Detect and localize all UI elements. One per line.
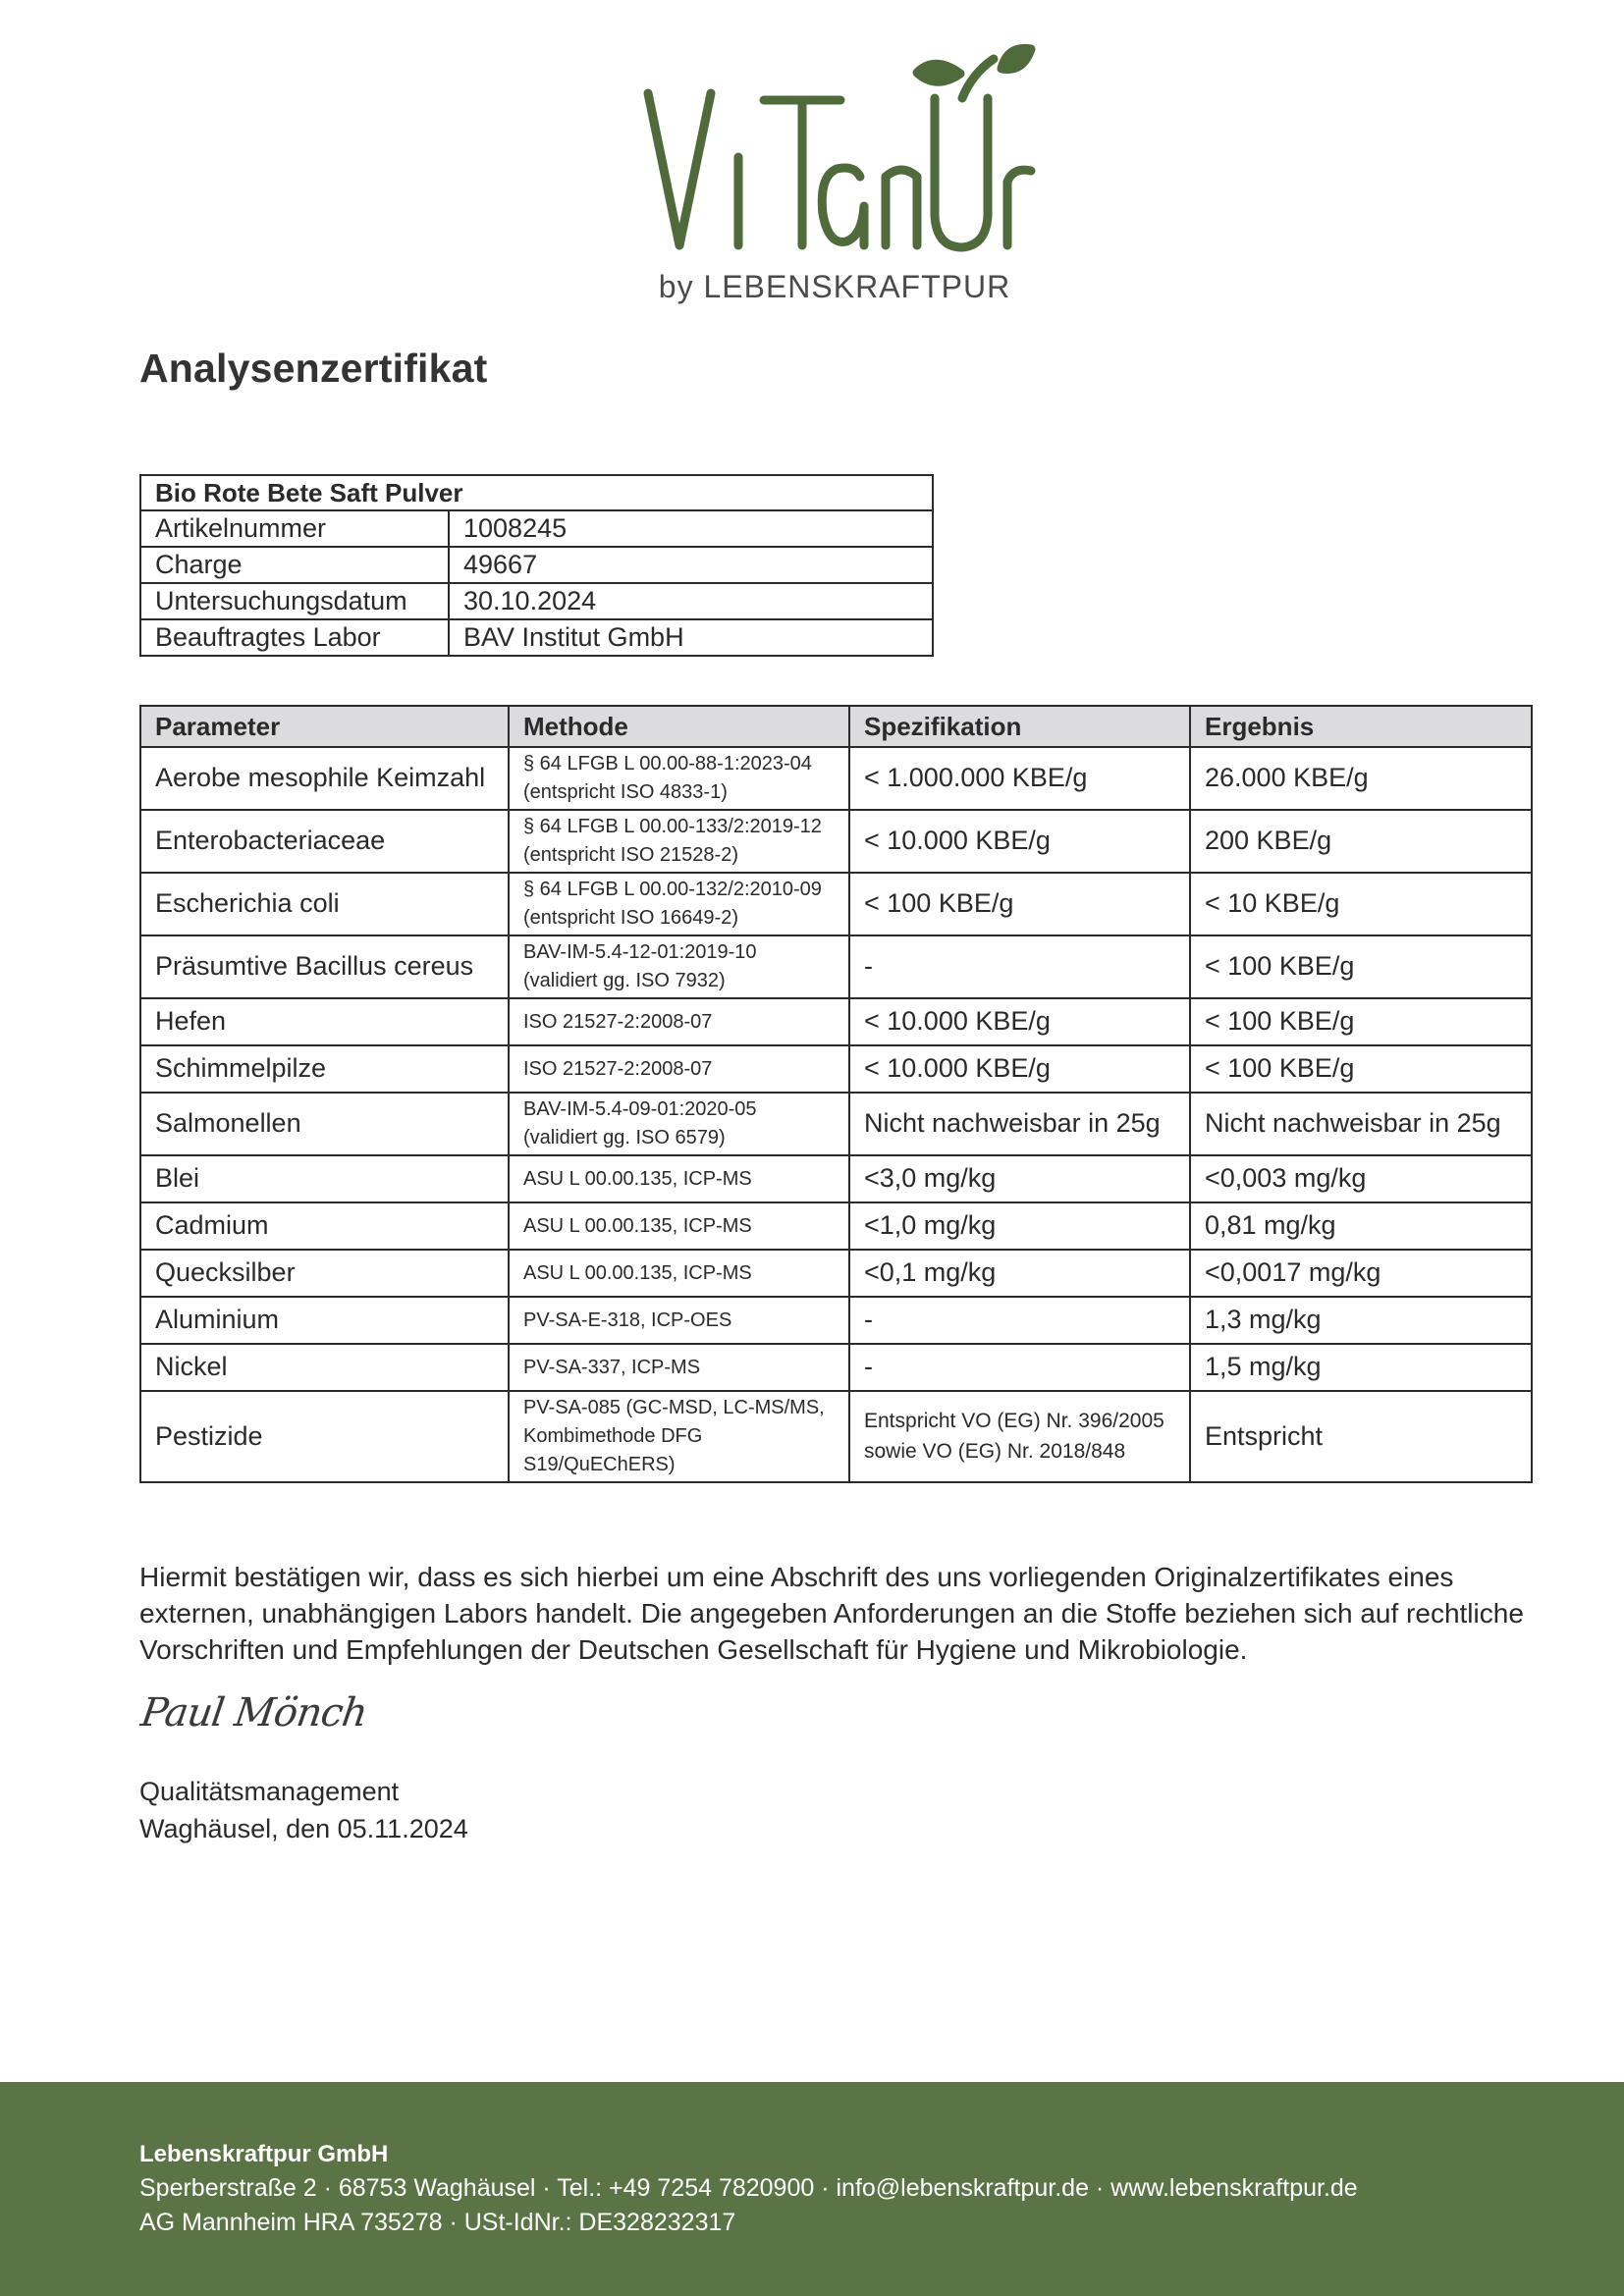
header-result: Ergebnis: [1190, 706, 1532, 747]
specification-cell: < 1.000.000 KBE/g: [849, 747, 1190, 810]
parameter-cell: Schimmelpilze: [140, 1045, 509, 1093]
result-cell: 1,3 mg/kg: [1190, 1297, 1532, 1344]
header-specification: Spezifikation: [849, 706, 1190, 747]
specification-cell: Nicht nachweisbar in 25g: [849, 1093, 1190, 1155]
analysis-table: [139, 705, 1533, 1483]
header-method: Methode: [509, 706, 849, 747]
result-cell: <0,0017 mg/kg: [1190, 1250, 1532, 1297]
specification-cell: < 10.000 KBE/g: [849, 810, 1190, 873]
product-name: Bio Rote Bete Saft Pulver: [140, 475, 933, 510]
specification-cell: < 10.000 KBE/g: [849, 998, 1190, 1045]
header-parameter: Parameter: [140, 706, 509, 747]
method-cell: PV-SA-085 (GC-MSD, LC-MS/MS, Kombimethode DFG S19/QuEChERS): [509, 1391, 849, 1482]
analysis-header-row: [140, 706, 1532, 747]
table-row: [140, 1155, 1532, 1202]
specification-cell: <1,0 mg/kg: [849, 1202, 1190, 1250]
result-cell: 0,81 mg/kg: [1190, 1202, 1532, 1250]
signoff-block: [139, 1773, 468, 1847]
result-cell: 200 KBE/g: [1190, 810, 1532, 873]
specification-cell: -: [849, 1344, 1190, 1391]
method-cell: § 64 LFGB L 00.00-132/2:2010-09 (entspricht ISO 16649-2): [509, 873, 849, 935]
product-info-table: [139, 474, 934, 657]
vitanur-logo: [628, 39, 1041, 314]
signatory-role: Qualitätsmanagement: [139, 1777, 400, 1806]
result-cell: 1,5 mg/kg: [1190, 1344, 1532, 1391]
info-label: Beauftragtes Labor: [140, 619, 449, 656]
footer-content: [139, 2137, 1358, 2240]
table-row: [140, 1202, 1532, 1250]
logo-tagline: by LEBENSKRAFTPUR: [658, 269, 1011, 304]
parameter-cell: Enterobacteriaceae: [140, 810, 509, 873]
parameter-cell: Aerobe mesophile Keimzahl: [140, 747, 509, 810]
method-cell: ASU L 00.00.135, ICP-MS: [509, 1250, 849, 1297]
table-row: [140, 1045, 1532, 1093]
parameter-cell: Aluminium: [140, 1297, 509, 1344]
specification-cell: < 10.000 KBE/g: [849, 1045, 1190, 1093]
table-row: [140, 873, 1532, 935]
parameter-cell: Hefen: [140, 998, 509, 1045]
result-cell: 26.000 KBE/g: [1190, 747, 1532, 810]
info-value: BAV Institut GmbH: [449, 619, 933, 656]
table-row: [140, 1250, 1532, 1297]
table-row: [140, 810, 1532, 873]
info-value: 49667: [449, 547, 933, 583]
info-label: Artikelnummer: [140, 510, 449, 547]
parameter-cell: Nickel: [140, 1344, 509, 1391]
parameter-cell: Cadmium: [140, 1202, 509, 1250]
method-cell: § 64 LFGB L 00.00-133/2:2019-12 (entspricht ISO 21528-2): [509, 810, 849, 873]
table-row: [140, 998, 1532, 1045]
table-row: [140, 935, 1532, 998]
info-value: 1008245: [449, 510, 933, 547]
specification-cell: < 100 KBE/g: [849, 873, 1190, 935]
result-cell: < 100 KBE/g: [1190, 998, 1532, 1045]
table-row: [140, 1391, 1532, 1482]
method-cell: BAV-IM-5.4-09-01:2020-05 (validiert gg. ISO 6579): [509, 1093, 849, 1155]
result-cell: < 10 KBE/g: [1190, 873, 1532, 935]
result-cell: < 100 KBE/g: [1190, 935, 1532, 998]
result-cell: <0,003 mg/kg: [1190, 1155, 1532, 1202]
parameter-cell: Salmonellen: [140, 1093, 509, 1155]
result-cell: Nicht nachweisbar in 25g: [1190, 1093, 1532, 1155]
method-cell: ASU L 00.00.135, ICP-MS: [509, 1155, 849, 1202]
info-value: 30.10.2024: [449, 583, 933, 619]
document-title: Analysenzertifikat: [139, 346, 488, 391]
result-cell: < 100 KBE/g: [1190, 1045, 1532, 1093]
info-row: [140, 583, 933, 619]
specification-cell: Entspricht VO (EG) Nr. 396/2005 sowie VO (EG) Nr. 2018/848: [849, 1391, 1190, 1482]
table-row: [140, 747, 1532, 810]
info-row: [140, 510, 933, 547]
parameter-cell: Blei: [140, 1155, 509, 1202]
parameter-cell: Quecksilber: [140, 1250, 509, 1297]
footer-address: Sperberstraße 2 · 68753 Waghäusel · Tel.: +49 7254 7820900 · info@lebenskraftpur.de · www.lebenskraftpur.de: [139, 2174, 1358, 2202]
place-date: Waghäusel, den 05.11.2024: [139, 1814, 468, 1843]
info-label: Untersuchungsdatum: [140, 583, 449, 619]
specification-cell: -: [849, 1297, 1190, 1344]
info-label: Charge: [140, 547, 449, 583]
specification-cell: <0,1 mg/kg: [849, 1250, 1190, 1297]
table-row: [140, 1344, 1532, 1391]
footer-registry: AG Mannheim HRA 735278 · USt-IdNr.: DE328232317: [139, 2209, 736, 2236]
table-row: [140, 1297, 1532, 1344]
method-cell: PV-SA-E-318, ICP-OES: [509, 1297, 849, 1344]
info-row: [140, 547, 933, 583]
method-cell: ISO 21527-2:2008-07: [509, 1045, 849, 1093]
method-cell: ASU L 00.00.135, ICP-MS: [509, 1202, 849, 1250]
handwritten-signature: Paul Mönch: [137, 1690, 370, 1735]
footer-company-name: Lebenskraftpur GmbH: [139, 2141, 389, 2167]
info-row: [140, 619, 933, 656]
method-cell: BAV-IM-5.4-12-01:2019-10 (validiert gg. ISO 7932): [509, 935, 849, 998]
result-cell: Entspricht: [1190, 1391, 1532, 1482]
confirmation-statement: Hiermit bestätigen wir, dass es sich hierbei um eine Abschrift des uns vorliegenden Originalzertifikates eines externen, unabhängigen Labors handelt. Die angegeben Anforderungen an die Stoffe beziehen sich auf rechtliche Vorschriften und Empfehlungen der Deutschen Gesellschaft für Hygiene und Mikrobiologie.: [139, 1562, 1524, 1665]
method-cell: § 64 LFGB L 00.00-88-1:2023-04 (entspricht ISO 4833-1): [509, 747, 849, 810]
parameter-cell: Pestizide: [140, 1391, 509, 1482]
specification-cell: <3,0 mg/kg: [849, 1155, 1190, 1202]
product-name-row: [140, 475, 933, 510]
specification-cell: -: [849, 935, 1190, 998]
method-cell: PV-SA-337, ICP-MS: [509, 1344, 849, 1391]
footer-bar: [0, 2082, 1624, 2296]
parameter-cell: Präsumtive Bacillus cereus: [140, 935, 509, 998]
parameter-cell: Escherichia coli: [140, 873, 509, 935]
table-row: [140, 1093, 1532, 1155]
method-cell: ISO 21527-2:2008-07: [509, 998, 849, 1045]
